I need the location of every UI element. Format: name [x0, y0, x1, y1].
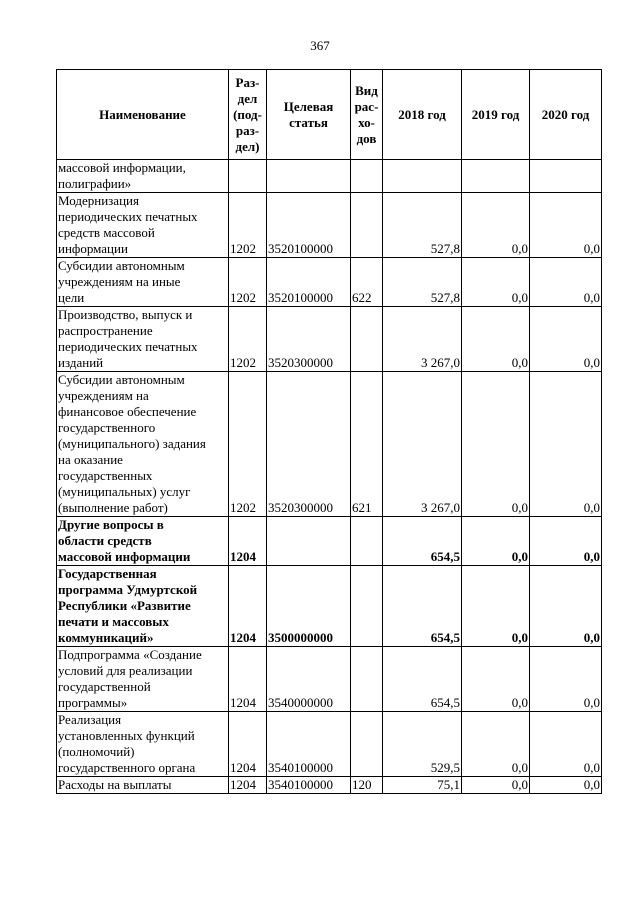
cell-2019 — [462, 160, 530, 193]
cell-name: Другие вопросы в области средств массовой информации — [57, 517, 229, 566]
cell-2019: 0,0 — [462, 566, 530, 647]
cell-article: 3500000000 — [267, 566, 351, 647]
cell-2019: 0,0 — [462, 193, 530, 258]
cell-section: 1202 — [229, 193, 267, 258]
cell-expense-type: 621 — [351, 372, 383, 517]
table-row — [57, 193, 602, 258]
cell-article: 3520100000 — [267, 193, 351, 258]
cell-2018: 527,8 — [383, 193, 462, 258]
cell-expense-type — [351, 160, 383, 193]
cell-expense-type — [351, 193, 383, 258]
cell-article — [267, 160, 351, 193]
cell-expense-type: 120 — [351, 777, 383, 794]
cell-2020: 0,0 — [530, 647, 602, 712]
cell-section: 1202 — [229, 307, 267, 372]
page-number: 367 — [310, 38, 330, 53]
cell-article: 3520100000 — [267, 258, 351, 307]
header-section: Раз- дел (под- раз- дел) — [229, 70, 267, 160]
cell-section: 1204 — [229, 647, 267, 712]
cell-section: 1202 — [229, 372, 267, 517]
cell-2018: 654,5 — [383, 517, 462, 566]
header-2019: 2019 год — [462, 70, 530, 160]
cell-2020: 0,0 — [530, 777, 602, 794]
cell-2018 — [383, 160, 462, 193]
cell-2019: 0,0 — [462, 777, 530, 794]
cell-2020: 0,0 — [530, 307, 602, 372]
table-row — [57, 777, 602, 794]
cell-section: 1204 — [229, 566, 267, 647]
cell-2019: 0,0 — [462, 517, 530, 566]
cell-2019: 0,0 — [462, 372, 530, 517]
cell-article — [267, 517, 351, 566]
cell-2020: 0,0 — [530, 712, 602, 777]
cell-section: 1202 — [229, 258, 267, 307]
table-row — [57, 517, 602, 566]
cell-expense-type — [351, 517, 383, 566]
cell-name: Расходы на выплаты — [57, 777, 229, 794]
header-2020: 2020 год — [530, 70, 602, 160]
cell-article: 3540100000 — [267, 777, 351, 794]
cell-section: 1204 — [229, 517, 267, 566]
cell-section — [229, 160, 267, 193]
cell-name: Подпрограмма «Создание условий для реализации государственной программы» — [57, 647, 229, 712]
cell-expense-type — [351, 307, 383, 372]
cell-name: Субсидии автономным учреждениям на иные цели — [57, 258, 229, 307]
header-article: Целевая статья — [267, 70, 351, 160]
header-2018: 2018 год — [383, 70, 462, 160]
cell-expense-type — [351, 647, 383, 712]
cell-2019: 0,0 — [462, 307, 530, 372]
cell-2018: 654,5 — [383, 566, 462, 647]
cell-name: Модернизация периодических печатных средств массовой информации — [57, 193, 229, 258]
cell-article: 3540100000 — [267, 712, 351, 777]
table-row — [57, 647, 602, 712]
cell-name: Реализация установленных функций (полномочий) государственного органа — [57, 712, 229, 777]
cell-2019: 0,0 — [462, 712, 530, 777]
cell-name: Субсидии автономным учреждениям на финансовое обеспечение государственного (муниципального) задания на оказание государственных (муниципальных) услуг (выполнение работ) — [57, 372, 229, 517]
table-row — [57, 566, 602, 647]
cell-expense-type — [351, 712, 383, 777]
budget-table — [56, 69, 602, 794]
cell-name: Государственная программа Удмуртской Республики «Развитие печати и массовых коммуникаций» — [57, 566, 229, 647]
cell-2020: 0,0 — [530, 258, 602, 307]
cell-article: 3520300000 — [267, 372, 351, 517]
table-row — [57, 712, 602, 777]
cell-2019: 0,0 — [462, 258, 530, 307]
cell-section: 1204 — [229, 712, 267, 777]
cell-2018: 529,5 — [383, 712, 462, 777]
cell-name: массовой информации, полиграфии» — [57, 160, 229, 193]
cell-2018: 75,1 — [383, 777, 462, 794]
cell-article: 3540000000 — [267, 647, 351, 712]
cell-expense-type: 622 — [351, 258, 383, 307]
table-body — [57, 160, 602, 794]
cell-2019: 0,0 — [462, 647, 530, 712]
cell-2020: 0,0 — [530, 566, 602, 647]
cell-expense-type — [351, 566, 383, 647]
cell-2020 — [530, 160, 602, 193]
cell-section: 1204 — [229, 777, 267, 794]
cell-2018: 527,8 — [383, 258, 462, 307]
cell-2018: 3 267,0 — [383, 372, 462, 517]
header-name: Наименование — [57, 70, 229, 160]
table-row — [57, 307, 602, 372]
table-row — [57, 258, 602, 307]
header-row — [57, 70, 602, 160]
cell-2020: 0,0 — [530, 193, 602, 258]
table-row — [57, 160, 602, 193]
cell-2020: 0,0 — [530, 372, 602, 517]
cell-2018: 3 267,0 — [383, 307, 462, 372]
cell-name: Производство, выпуск и распространение периодических печатных изданий — [57, 307, 229, 372]
cell-2018: 654,5 — [383, 647, 462, 712]
cell-2020: 0,0 — [530, 517, 602, 566]
table-row — [57, 372, 602, 517]
cell-article: 3520300000 — [267, 307, 351, 372]
header-expense-type: Вид рас- хо- дов — [351, 70, 383, 160]
